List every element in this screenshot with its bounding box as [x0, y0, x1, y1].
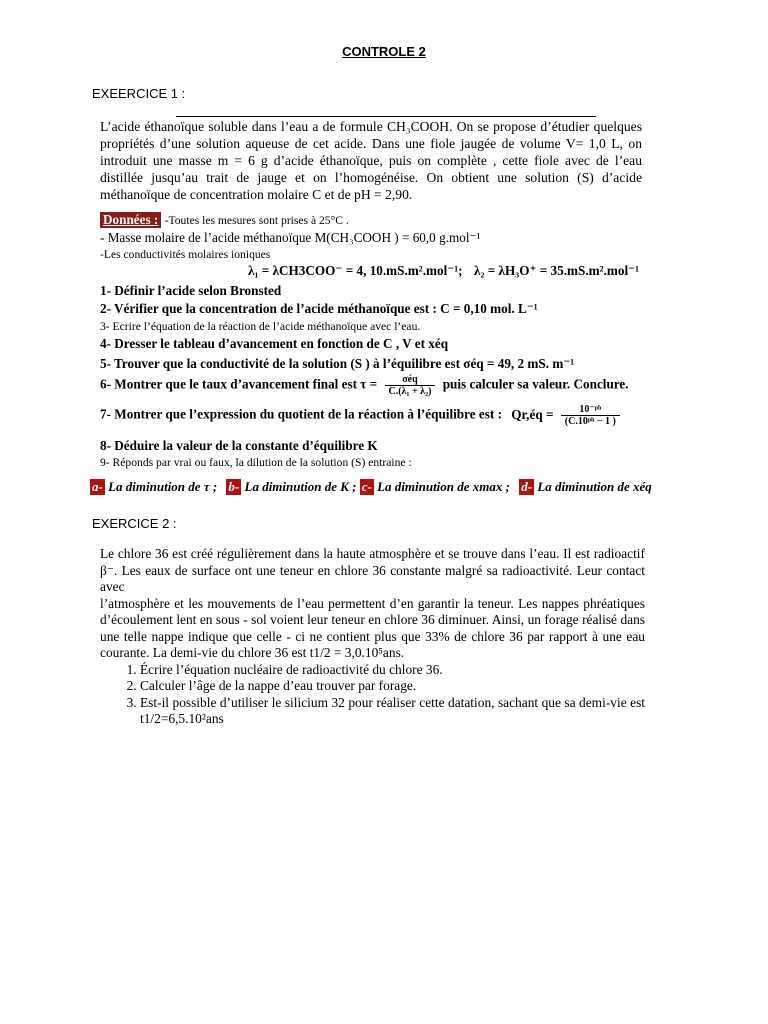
lambda-1: λ₁ = λCH3COO⁻ = 4, 10.mS.m².mol⁻¹; — [248, 263, 463, 278]
donnees-badge: Données : — [100, 212, 161, 228]
quotient-lhs: Qr,éq = — [511, 406, 554, 422]
choice-d-badge: d- — [521, 479, 533, 494]
quotient-denominator: (C.10ᵖʰ − 1 ) — [564, 416, 616, 427]
tau-numerator: σéq — [385, 374, 436, 386]
choice-b-text: La diminution de K ; — [244, 479, 357, 494]
quotient-fraction — [561, 404, 620, 427]
exercise-2-questions — [100, 662, 645, 728]
question-6 — [100, 374, 629, 397]
exercise-2-body — [100, 546, 645, 728]
exercise-2-question-1: 1. Écrire l’équation nucléaire de radioactivité du chlore 36. — [140, 662, 645, 679]
separator-line — [176, 116, 596, 117]
choice-c-badge: c- — [361, 479, 372, 494]
exercise-1-label: EXEERCICE 1 : — [92, 86, 186, 101]
exercise-2-paragraph-1: Le chlore 36 est créé régulièrement dans la haute atmosphère et se trouve dans l’eau. Il est radioactif β⁻. Les eaux de surface ont une teneur en chlore 36 constante malgré sa radioactivité. Leur contact avec — [100, 546, 645, 594]
question-8: 8- Déduire la valeur de la constante d’équilibre K — [100, 438, 378, 453]
question-9: 9- Réponds par vrai ou faux, la dilution de la solution (S) entraine : — [100, 456, 412, 469]
choice-a-badge: a- — [92, 479, 103, 494]
donnees-conductivities-label: -Les conductivités molaires ioniques — [100, 248, 271, 261]
choice-d-text: La diminution de xéq — [537, 479, 652, 494]
donnees-temperature: -Toutes les mesures sont prises à 25°C . — [164, 214, 349, 227]
page-title: CONTROLE 2 — [342, 44, 426, 59]
tau-denominator: C.(λ₁ + λ₂) — [388, 386, 432, 397]
choice-c-text: La diminution de xmax ; — [377, 479, 510, 494]
question-5: 5- Trouver que la conductivité de la solution (S ) à l’équilibre est σéq = 49, 2 mS. m⁻¹ — [100, 356, 575, 371]
question-4: 4- Dresser le tableau d’avancement en fonction de C , V et xéq — [100, 336, 449, 351]
exercise-2-paragraph-2: l’atmosphère et les mouvements de l’eau permettent d’en garantir la teneur. Les nappes phréatiques d’écoulement lent en sous - sol voient leur teneur en chlore 36 diminuer. Ainsi, un forage réalisé dans une telle nappe indique que celle - ci ne contient plus que 33% de chlore 36 par rapport à une eau courante. La demi-vie du chlore 36 est t1/2 = 3,0.10⁵ans. — [100, 595, 645, 660]
donnees-line — [100, 212, 349, 228]
question-6-text: 6- Montrer que le taux d’avancement final est τ = — [100, 376, 378, 392]
quotient-numerator: 10⁻ᵖʰ — [561, 404, 620, 416]
exercise-2-question-3: 3. Est-il possible d’utiliser le silicium 32 pour réaliser cette datation, sachant que sa demi-vie est t1/2=6,5.10²ans — [140, 695, 645, 728]
exercise-1-intro: L’acide éthanoïque soluble dans l’eau a de formule CH₃COOH. On se propose d’étudier quelques propriétés d’une solution aqueuse de cet acide. Dans une fiole jaugée de volume V= 1,0 L, on introduit une masse m = 6 g d’acide éthanoïque, puis on complète , cette fiole avec de l’eau distillée jusqu’au trait de jauge et on l’homogénéise. On obtient une solution (S) d’acide méthanoïque de concentration molaire C et de pH = 2,90. — [100, 119, 642, 202]
choice-a-text: La diminution de τ ; — [108, 479, 218, 494]
choice-b-badge: b- — [228, 479, 240, 494]
donnees-molar-mass: - Masse molaire de l’acide méthanoïque M(CH₃COOH ) = 60,0 g.mol⁻¹ — [100, 230, 481, 245]
question-2: 2- Vérifier que la concentration de l’acide méthanoïque est : C = 0,10 mol. L⁻¹ — [100, 301, 538, 316]
question-7 — [100, 404, 624, 427]
answer-choices — [90, 479, 652, 495]
tau-fraction — [385, 374, 436, 397]
question-1: 1- Définir l’acide selon Bronsted — [100, 283, 282, 298]
question-6-end: puis calculer sa valeur. Conclure. — [442, 376, 629, 392]
exercise-2-label: EXERCICE 2 : — [92, 516, 177, 531]
question-7-text: 7- Montrer que l’expression du quotient de la réaction à l’équilibre est : — [100, 406, 502, 422]
exercise-2-question-2: 2. Calculer l’âge de la nappe d’eau trouver par forage. — [140, 678, 645, 695]
lambda-2: λ₂ = λH₃O⁺ = 35.mS.m².mol⁻¹ — [474, 263, 640, 278]
question-3: 3- Ecrire l’équation de la réaction de l’acide méthanoïque avec l’eau. — [100, 320, 421, 333]
